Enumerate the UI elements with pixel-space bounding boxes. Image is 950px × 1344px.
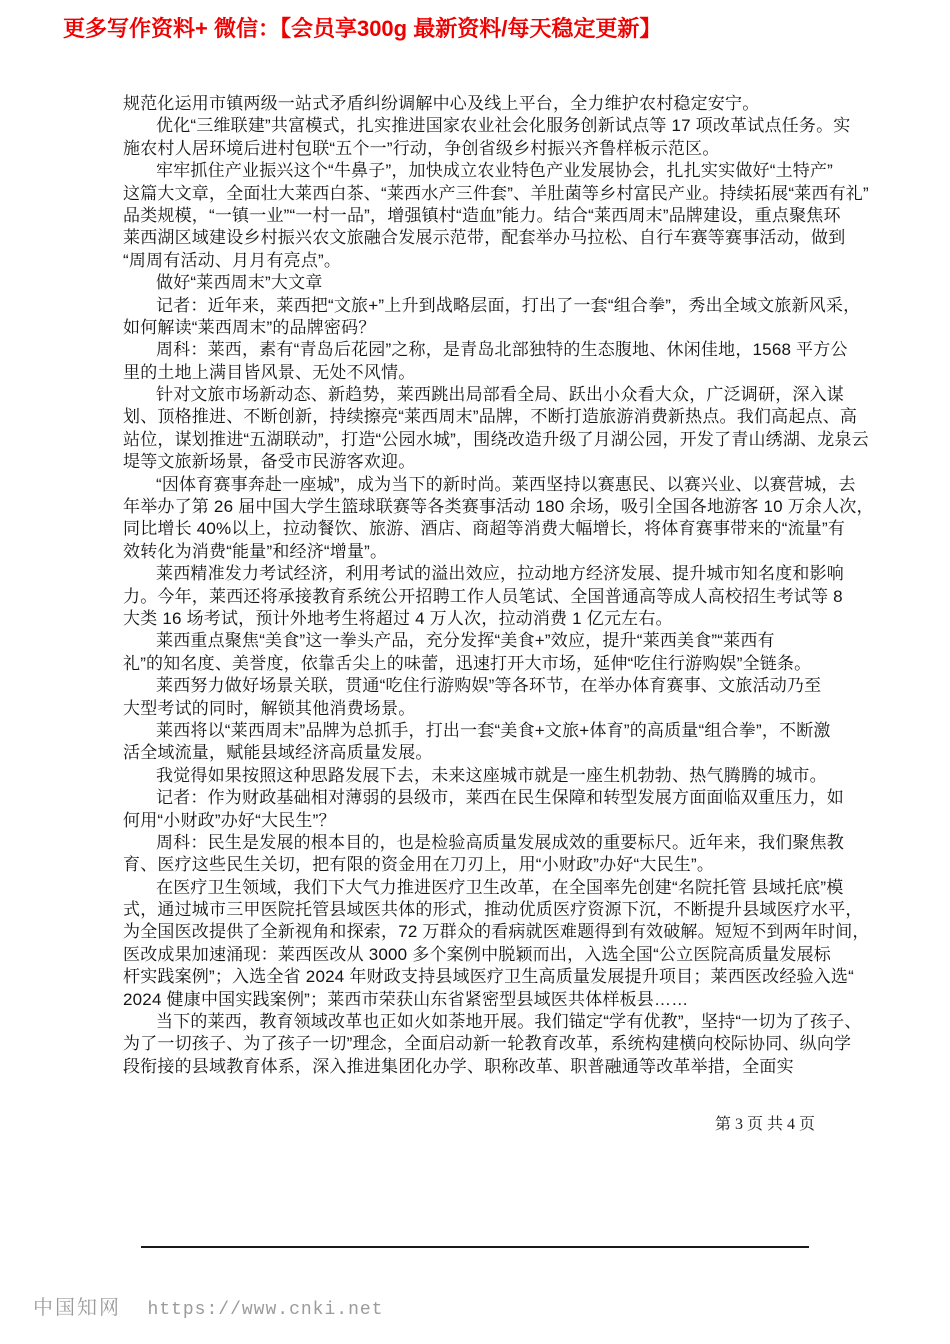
text-line: 这篇大文章，全面壮大莱西白茶、“莱西水产三件套”、羊肚菌等乡村富民产业。持续拓展“莱西有礼” — [123, 183, 869, 203]
promo-banner: 更多写作资料+ 微信：【会员享300g 最新资料/每天稳定更新】 — [63, 16, 662, 41]
text-line: 段衔接的县域教育体系，深入推进集团化办学、职称改革、职普融通等改革举措，全面实 — [123, 1056, 794, 1076]
text-line: 医改成果加速涌现：莱西医改从 3000 多个案例中脱颖而出，入选全国“公立医院高质量发展标 — [123, 944, 831, 964]
text-line: 活全域流量，赋能县域经济高质量发展。 — [123, 743, 433, 763]
text-line: 划、顶格推进、不断创新，持续擦亮“莱西周末”品牌，不断打造旅游消费新热点。我们高起点、高 — [123, 407, 858, 427]
document-body — [123, 93, 874, 1078]
text-line: 莱西努力做好场景关联，贯通“吃住行游购娱”等各环节，在举办体育赛事、文旅活动乃至 — [156, 676, 822, 696]
text-line: 针对文旅市场新动态、新趋势，莱西跳出局部看全局、跃出小众看大众，广泛调研，深入谋 — [156, 385, 844, 405]
text-line: 杆实践案例”；入选全省 2024 年财政支持县域医疗卫生高质量发展提升项目；莱西医改经验入选“ — [123, 967, 854, 987]
text-line: 莱西精准发力考试经济，利用考试的溢出效应，拉动地方经济发展、提升城市知名度和影响 — [156, 564, 844, 584]
text-line: 为了一切孩子、为了孩子一切”理念，全面启动新一轮教育改革，系统构建横向校际协同、纵向学 — [123, 1034, 852, 1054]
text-line: 礼”的知名度、美誉度，依靠舌尖上的味蕾，迅速打开大市场，延伸“吃住行游购娱”全链条。 — [123, 653, 812, 673]
text-line: 规范化运用市镇两级一站式矛盾纠纷调解中心及线上平台，全力维护农村稳定安宁。 — [123, 94, 760, 113]
brand-label: 中国知网 — [33, 1297, 121, 1319]
text-line: 年举办了第 26 届中国大学生篮球联赛等各类赛事活动 180 余场，吸引全国各地游客 10 万余人次， — [123, 497, 874, 517]
text-line: 记者：近年来，莱西把“文旅+”上升到战略层面，打出了一套“组合拳”，秀出全域文旅新风采， — [156, 295, 861, 315]
text-line: 优化“三维联建”共富模式，扎实推进国家农业社会化服务创新试点等 17 项改革试点任务。实 — [156, 116, 851, 136]
page-number: 第 3 页 共 4 页 — [715, 1116, 816, 1133]
text-line: “周周有活动、月月有亮点”。 — [123, 250, 342, 270]
site-url: https://www.cnki.net — [147, 1300, 384, 1320]
text-line: 周科：莱西，素有“青岛后花园”之称，是青岛北部独特的生态腹地、休闲佳地，1568 平方公 — [156, 340, 848, 360]
text-line: 大类 16 场考试，预计外地考生将超过 4 万人次，拉动消费 1 亿元左右。 — [123, 608, 673, 628]
text-line: 里的土地上满目皆风景、无处不风情。 — [123, 362, 416, 382]
text-line: 周科：民生是发展的根本目的，也是检验高质量发展成效的重要标尺。近年来，我们聚焦教 — [156, 832, 844, 852]
text-line: 2024 健康中国实践案例”；莱西市荣获山东省紧密型县域医共体样板县…… — [123, 989, 689, 1009]
text-line: 堤等文旅新场景，备受市民游客欢迎。 — [123, 452, 416, 472]
text-line: 莱西将以“莱西周末”品牌为总抓手，打出一套“美食+文旅+体育”的高质量“组合拳”，不断激 — [156, 720, 831, 740]
text-line: 施农村人居环境后进村包联“五个一”行动，争创省级乡村振兴齐鲁样板示范区。 — [123, 138, 720, 158]
cnki-watermark — [33, 1291, 384, 1320]
text-line: 何用“小财政”办好“大民生”？ — [123, 810, 336, 830]
text-line: 在医疗卫生领域，我们下大气力推进医疗卫生改革，在全国率先创建“名院托管 县域托底”模 — [156, 877, 844, 897]
text-line: “因体育赛事奔赴一座城”，成为当下的新时尚。莱西坚持以赛惠民、以赛兴业、以赛营城，去 — [156, 474, 856, 494]
text-line: 莱西湖区域建设乡村振兴农文旅融合发展示范带，配套举办马拉松、自行车赛等赛事活动，做到 — [123, 228, 846, 248]
text-line: 我觉得如果按照这种思路发展下去，未来这座城市就是一座生机勃勃、热气腾腾的城市。 — [156, 765, 827, 785]
text-line: 大型考试的同时，解锁其他消费场景。 — [123, 698, 416, 718]
text-line: 站位，谋划推进“五湖联动”，打造“公园水城”，围绕改造升级了月湖公园，开发了青山绣湖、龙泉云 — [123, 429, 869, 449]
text-line: 如何解读“莱西周末”的品牌密码？ — [123, 317, 376, 337]
text-line: 牢牢抓住产业振兴这个“牛鼻子”，加快成立农业特色产业发展协会，扎扎实实做好“土特产” — [156, 161, 834, 181]
text-line: 育、医疗这些民生关切，把有限的资金用在刀刃上，用“小财政”办好“大民生”。 — [123, 855, 715, 875]
text-line: 做好“莱西周末”大文章 — [156, 273, 323, 293]
text-line: 力。今年，莱西还将承接教育系统公开招聘工作人员笔试、全国普通高等成人高校招生考试等 8 — [123, 586, 843, 606]
text-line: 效转化为消费“能量”和经济“增量”。 — [123, 541, 388, 561]
footer-divider — [141, 1246, 809, 1248]
text-line: 莱西重点聚焦“美食”这一拳头产品，充分发挥“美食+”效应，提升“莱西美食”“莱西有 — [156, 631, 775, 651]
text-line: 式，通过城市三甲医院托管县域医共体的形式，推动优质医疗资源下沉，不断提升县域医疗水平， — [123, 900, 863, 920]
text-line: 记者：作为财政基础相对薄弱的县级市，莱西在民生保障和转型发展方面面临双重压力，如 — [156, 788, 844, 808]
text-line: 当下的莱西，教育领域改革也正如火如荼地开展。我们锚定“学有优教”，坚持“一切为了孩子、 — [156, 1012, 862, 1032]
text-line: 品类规模，“一镇一业”“一村一品”，增强镇村“造血”能力。结合“莱西周末”品牌建设，重点聚焦环 — [123, 205, 841, 225]
text-line: 同比增长 40%以上，拉动餐饮、旅游、酒店、商超等消费大幅增长，将体育赛事带来的“流量”有 — [123, 519, 846, 539]
text-line: 为全国医改提供了全新视角和探索，72 万群众的看病就医难题得到有效破解。短短不到两年时间， — [123, 922, 870, 942]
